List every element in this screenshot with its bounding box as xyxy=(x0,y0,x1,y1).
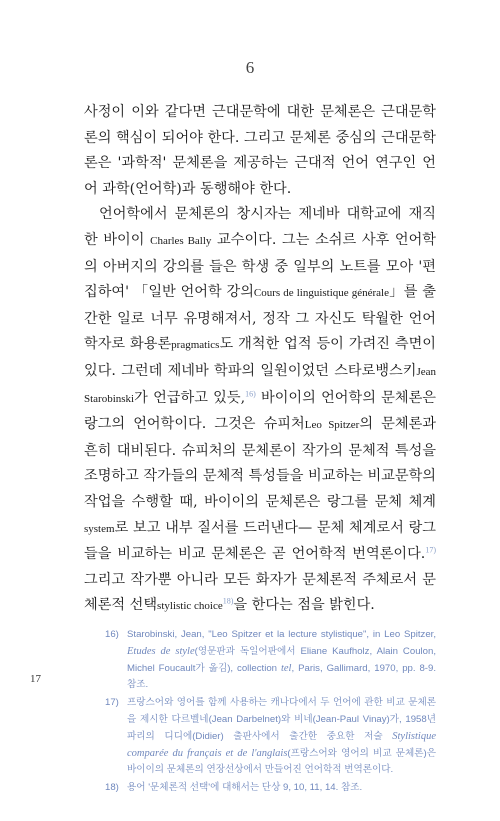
footnote-16-title: Etudes de style xyxy=(127,645,195,657)
term-system: system xyxy=(84,522,115,535)
term-stylistic-choice: stylistic choice xyxy=(157,600,223,613)
name-starobinski: Jean Starobinski xyxy=(84,365,436,405)
p2-text-2: 교수이다. 그는 소쉬르 사후 언어학의 아버지의 강의를 들은 학생 중 일부의 노트를 모아 '편집하여' 「일반 언어학 강의 xyxy=(84,231,436,301)
paragraph-1: 사정이 이와 같다면 근대문학에 대한 문체론은 근대문학론의 핵심이 되어야 한다. 그리고 문체론 중심의 근대문학론은 '과학적' 문체론을 제공하는 근대적 언어 연구인 언어 과학(언어학)과 동행해야 한다. xyxy=(84,104,436,197)
p2-text-1: 언어학에서 문체론의 창시자는 제네바 대학교에 재직한 바이이 xyxy=(84,206,436,248)
footnote-16-text-b: (영문판과 독일어판에서 Eliane Kaufholz, Alain Coulon, Michel Foucault가 옮김), collection xyxy=(127,645,436,674)
footnotes xyxy=(105,627,437,798)
p2-text-5: 가 언급하고 있듯, xyxy=(134,389,246,406)
book-title-cours: Cours de linguistique générale xyxy=(253,287,389,300)
footnote-16-number: 16) xyxy=(105,629,119,640)
footnote-ref-16[interactable]: 16) xyxy=(245,388,256,398)
chapter-number: 6 xyxy=(245,58,255,77)
p2-text-9: 그리고 작가뿐 아니라 모든 화자가 문체론적 주체로서 문체론적 선택 xyxy=(84,571,436,614)
p2-text-3: 」를 출간한 일로 너무 유명해져서, 정작 그 자신도 탁월한 언어학자로 화용론 xyxy=(84,284,437,353)
main-text xyxy=(84,100,436,620)
footnote-ref-18[interactable]: 18) xyxy=(222,596,234,606)
footnote-16-text-c: , Paris, Gallimard, 1970, pp. 8-9. 참조. xyxy=(127,662,437,691)
p2-text-6: 바이이의 언어학의 문체론은 랑그의 언어학이다. 그것은 슈피처 xyxy=(84,389,436,433)
footnote-18 xyxy=(105,780,436,797)
name-spitzer: Leo Spitzer xyxy=(304,419,360,432)
paragraph-2 xyxy=(84,202,436,620)
footnote-16-collection: tel xyxy=(280,662,292,674)
footnote-18-text: 용어 '문체론적 선택'에 대해서는 단상 9, 10, 11, 14. 참조. xyxy=(127,782,363,794)
name-charles-bally: Charles Bally xyxy=(150,234,212,247)
term-pragmatics: pragmatics xyxy=(171,339,220,352)
footnote-17-title: Stylistique comparée du français et de l'anglais xyxy=(127,730,436,759)
footnote-17-text-a: 프랑스어와 영어를 함께 사용하는 캐나다에서 두 언어에 관한 비교 문체론을 제시한 다르벨네(Jean Darbelnet)와 비네(Jean-Paul Vinay)가, 1958년 파리의 디디에(Didier) 출판사에서 출간한 중요한 저술 xyxy=(127,697,436,742)
p2-text-10: 을 한다는 점을 밝힌다. xyxy=(233,597,375,614)
footnote-17 xyxy=(105,695,436,779)
footnote-16-text-a: Starobinski, Jean, "Leo Spitzer et la lecture stylistique", in Leo Spitzer, xyxy=(127,629,436,640)
footnote-ref-17[interactable]: 17) xyxy=(425,545,436,555)
footnote-16 xyxy=(105,627,437,694)
page-number: 17 xyxy=(30,673,41,685)
p2-text-4: 도 개척한 업적 등이 가려진 측면이 있다. 그런데 제네바 학파의 일원이었던 스타로뱅스키 xyxy=(84,336,436,379)
footnote-17-number: 17) xyxy=(105,697,119,709)
p2-text-8: 로 보고 내부 질서를 드러낸다— 문체 체계로서 랑그들을 비교하는 비교 문체론은 곧 언어학적 번역론이다. xyxy=(84,519,436,563)
footnote-17-text-b: (프랑스어와 영어의 비교 문체론)은 바이이의 문체론의 연장선상에서 만들어진 언어학적 번역론이다. xyxy=(127,747,436,776)
p2-text-7: 의 문체론과 흔히 대비된다. 슈피처의 문체론이 작가의 문체적 특성을 조명하고 작가들의 문체적 특성들을 비교하는 비교문학의 작업을 수행할 때, 바이이의 문체론은 랑그를 문체 체계 xyxy=(84,416,436,510)
footnote-18-number: 18) xyxy=(105,782,119,794)
